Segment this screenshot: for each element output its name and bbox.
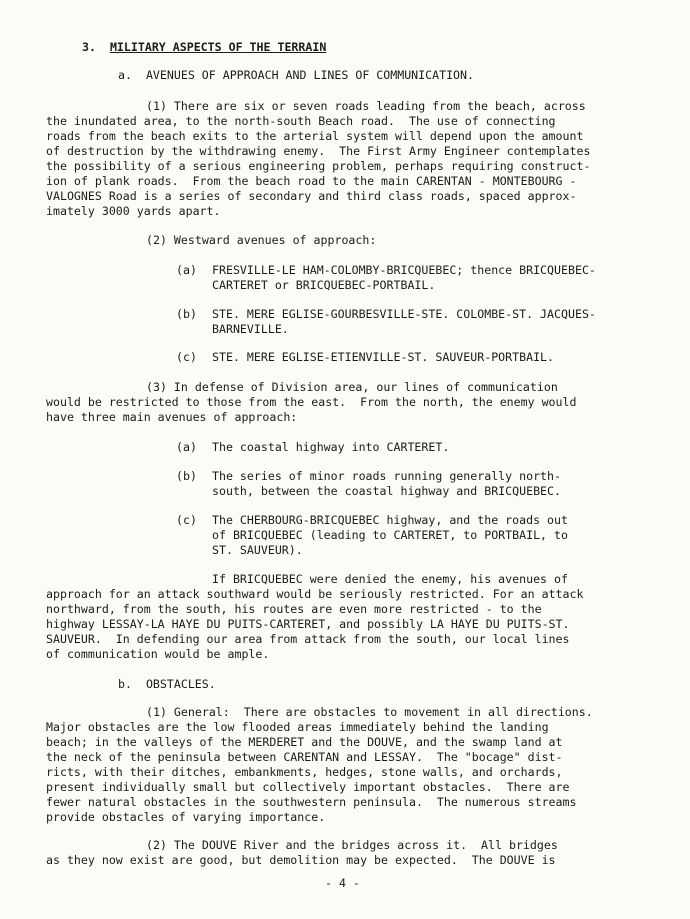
subsection-a-heading [118,68,474,83]
paragraph-a1-line: (1) There are six or seven roads leading from the beach, across [146,99,586,113]
paragraph-b1-line: fewer natural obstacles in the southwestern peninsula. The numerous streams [46,795,577,809]
page-number: - 4 - [325,876,360,890]
paragraph-a2-intro: (2) Westward avenues of approach: [146,233,377,247]
paragraph-a3-cont-line: highway LESSAY-LA HAYE DU PUITS-CARTERET, and possibly LA HAYE DU PUITS-ST. [46,617,570,631]
list-item-label: (c) [176,513,197,527]
paragraph-a1-line: the inundated area, to the north-south Beach road. The use of connecting [46,114,556,128]
paragraph-b1-line: ricts, with their ditches, embankments, hedges, stone walls, and orchards, [46,765,563,779]
section-title: MILITARY ASPECTS OF THE TERRAIN [109,40,327,54]
list-item-text: south, between the coastal highway and BRICQUEBEC. [212,484,562,498]
paragraph-b1-line: the neck of the peninsula between CARENTAN and LESSAY. The "bocage" dist- [46,750,563,764]
list-item-label: (c) [176,350,197,364]
paragraph-a3-cont-line: If BRICQUEBEC were denied the enemy, his avenues of [212,572,568,586]
paragraph-b2-line: as they now exist are good, but demolition may be expected. The DOUVE is [46,853,556,867]
paragraph-a1-line: roads from the beach exits to the arterial system will depend upon the amount [46,129,584,143]
list-item-text: The CHERBOURG-BRICQUEBEC highway, and the roads out [212,513,568,527]
paragraph-a3-line: would be restricted to those from the east. From the north, the enemy would [46,395,577,409]
subsection-a-label: a. [118,68,132,82]
paragraph-b1-line: provide obstacles of varying importance. [46,810,326,824]
subsection-b-heading [118,677,216,692]
list-item-label: (b) [176,469,197,483]
paragraph-a1-line: of destruction by the withdrawing enemy. The First Army Engineer contemplates [46,144,591,158]
list-item-text: ST. SAUVEUR). [212,543,303,557]
paragraph-b1-line: beach; in the valleys of the MERDERET and the DOUVE, and the swamp land at [46,735,563,749]
list-item-text: The series of minor roads running generally north- [212,469,562,483]
paragraph-a3-cont-line: of communication would be ample. [46,647,270,661]
paragraph-a3-line: (3) In defense of Division area, our lines of communication [146,380,558,394]
paragraph-b1-line: present individually small but collectively important obstacles. There are [46,780,570,794]
paragraph-b2-line: (2) The DOUVE River and the bridges across it. All bridges [146,838,558,852]
subsection-a-title: AVENUES OF APPROACH AND LINES OF COMMUNICATION. [145,68,474,82]
section-number: 3. [82,40,96,54]
subsection-b-title: OBSTACLES. [145,677,216,691]
paragraph-a1-line: VALOGNES Road is a series of secondary and third class roads, spaced approx- [46,189,577,203]
paragraph-b1-line: Major obstacles are the low flooded areas immediately behind the landing [46,720,549,734]
paragraph-a3-line: have three main avenues of approach: [46,410,298,424]
list-item-text: STE. MERE EGLISE-GOURBESVILLE-STE. COLOMBE-ST. JACQUES- [212,307,596,321]
list-item-text: of BRICQUEBEC (leading to CARTERET, to PORTBAIL, to [212,528,568,542]
paragraph-a1-line: ion of plank roads. From the beach road to the main CARENTAN - MONTEBOURG - [46,174,577,188]
list-item-label: (a) [176,263,197,277]
paragraph-a1-line: imately 3000 yards apart. [46,204,221,218]
paragraph-a1-line: the possibility of a serious engineering problem, perhaps requiring construct- [46,159,591,173]
paragraph-a3-cont-line: SAUVEUR. In defending our area from attack from the south, our local lines [46,632,570,646]
list-item-label: (a) [176,440,197,454]
list-item-text: BARNEVILLE. [212,322,289,336]
list-item-text: CARTERET or BRICQUEBEC-PORTBAIL. [212,278,436,292]
paragraph-b1-line: (1) General: There are obstacles to movement in all directions. [146,705,593,719]
list-item-text: FRESVILLE-LE HAM-COLOMBY-BRICQUEBEC; thence BRICQUEBEC- [212,263,596,277]
list-item-label: (b) [176,307,197,321]
subsection-b-label: b. [118,677,132,691]
paragraph-a3-cont-line: northward, from the south, his routes are even more restricted - to the [46,602,542,616]
list-item-text: The coastal highway into CARTERET. [212,440,450,454]
list-item-text: STE. MERE EGLISE-ETIENVILLE-ST. SAUVEUR-PORTBAIL. [212,350,555,364]
paragraph-a3-cont-line: approach for an attack southward would be seriously restricted. For an attack [46,587,584,601]
section-heading [82,40,326,55]
